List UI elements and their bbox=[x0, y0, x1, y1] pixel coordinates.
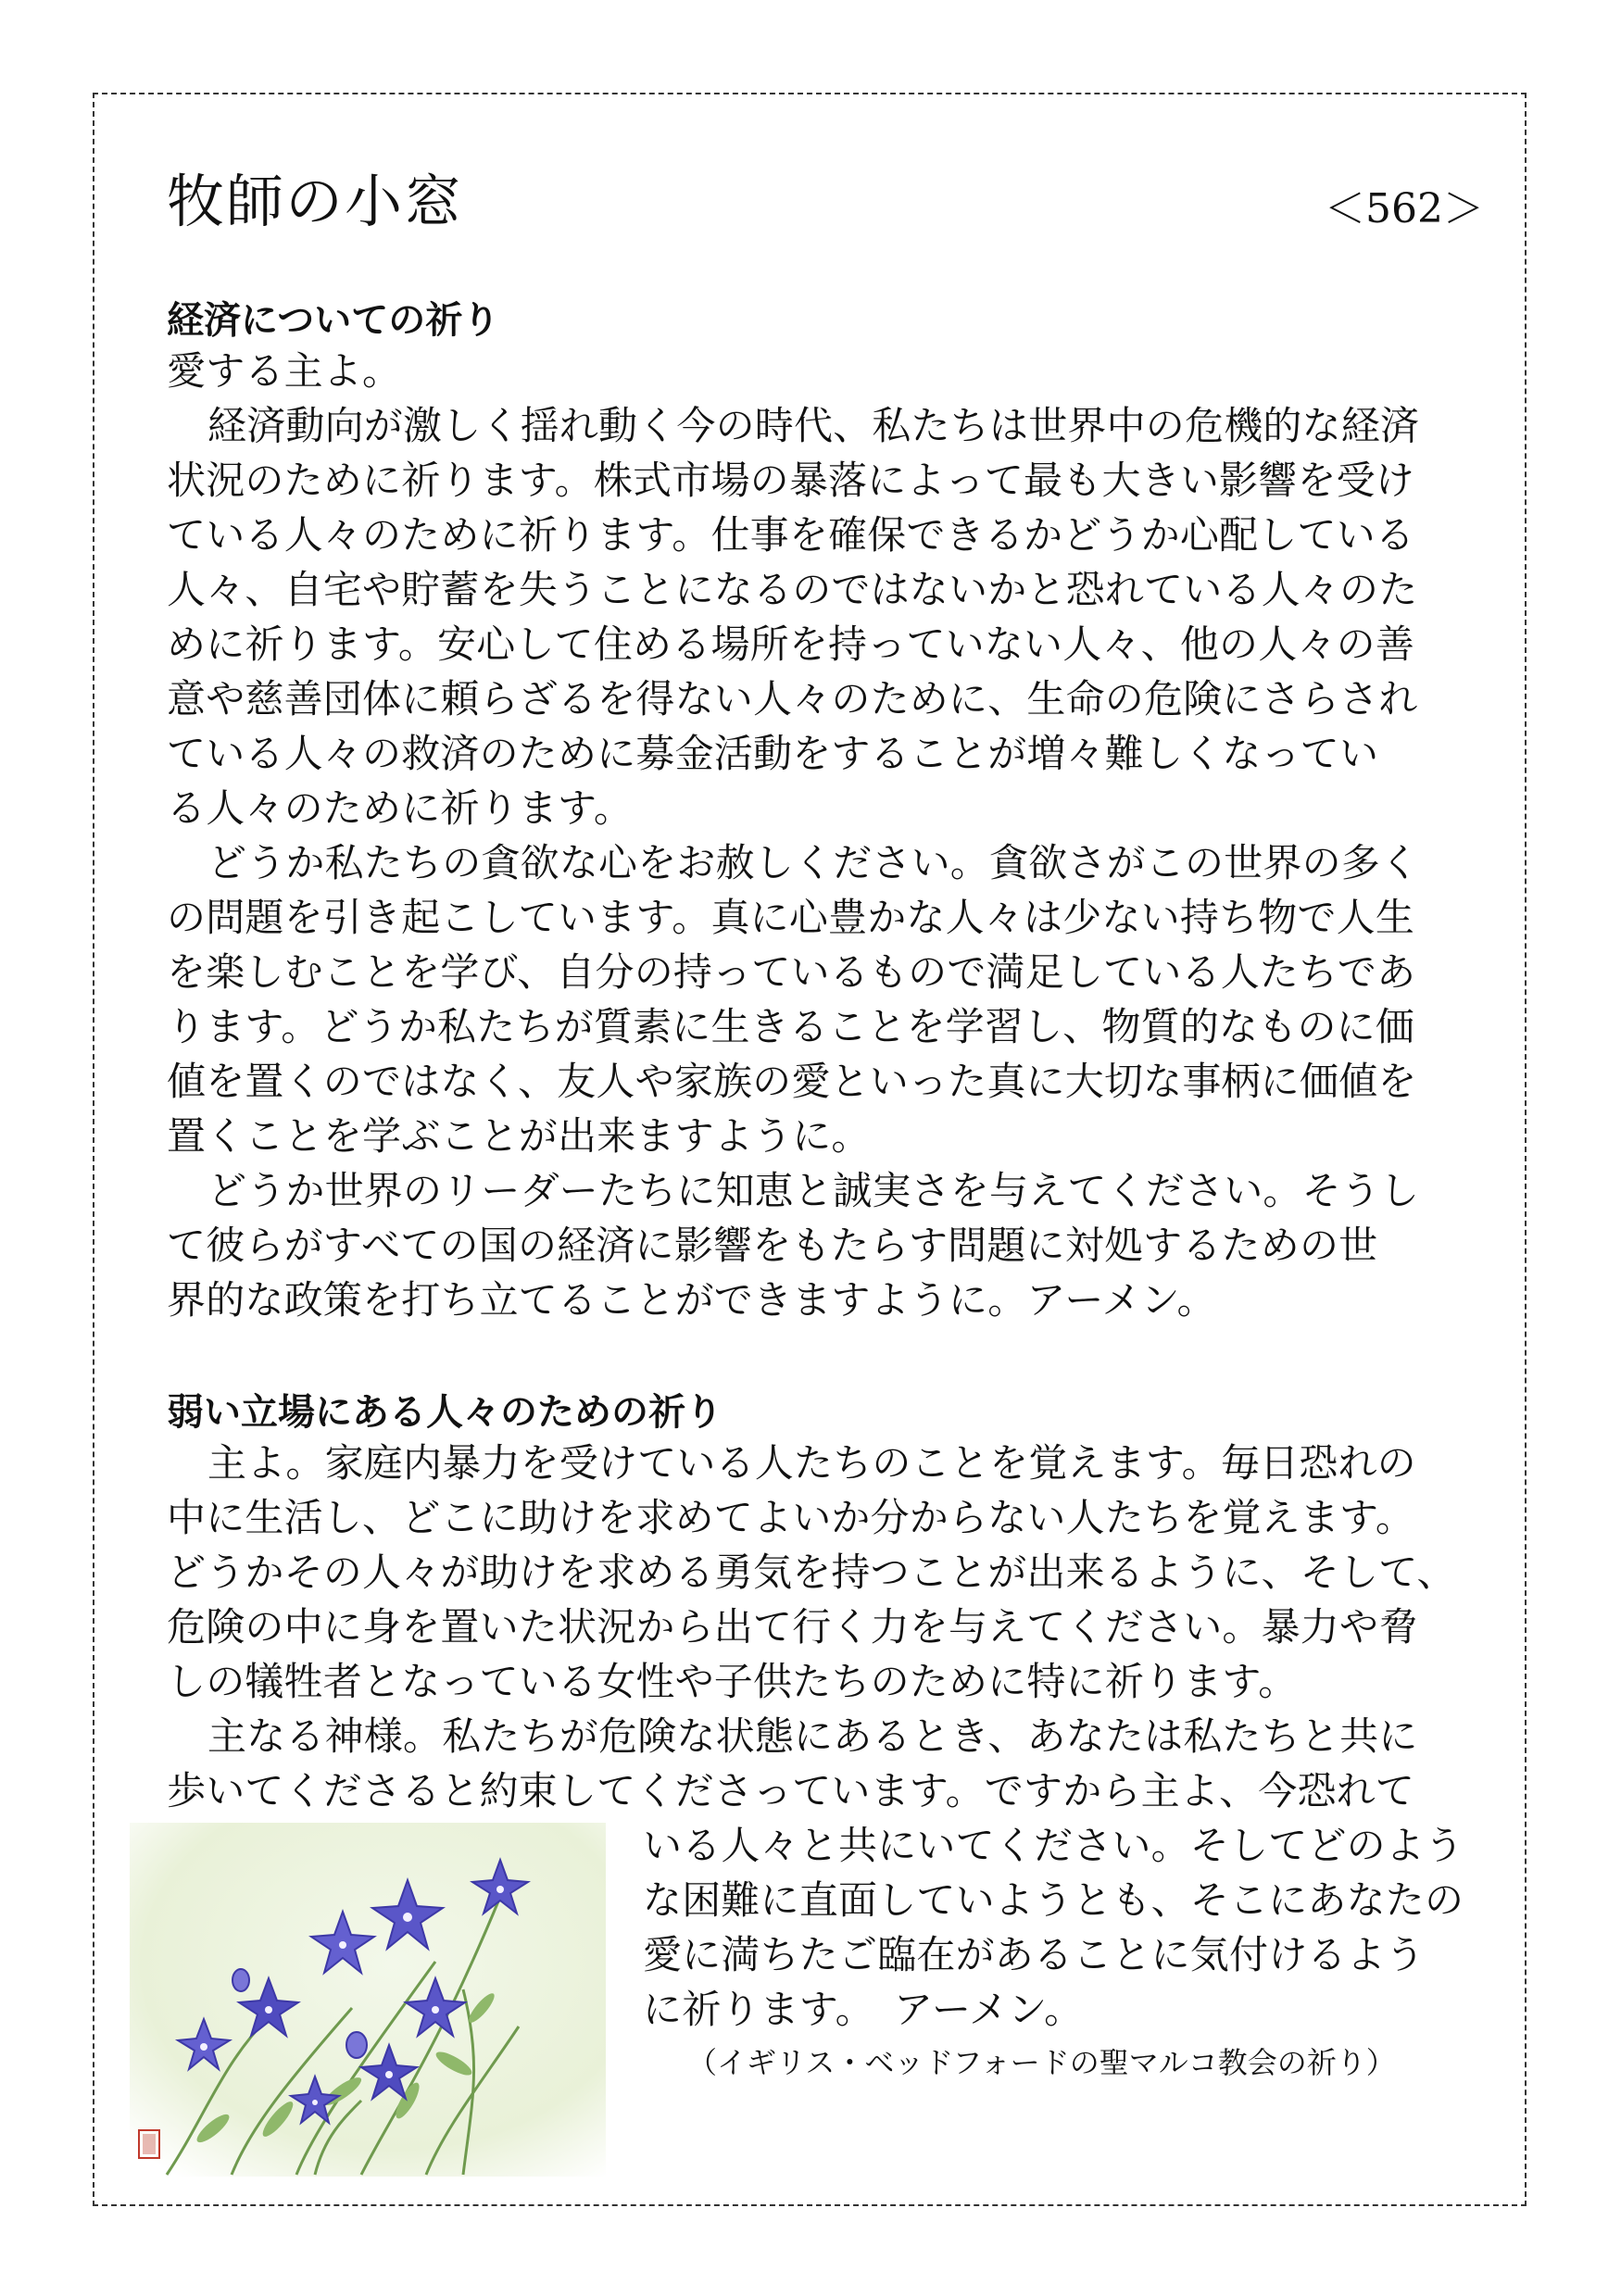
text-line: に祈ります。 アーメン。 bbox=[643, 1987, 1084, 2032]
page-title: 牧師の小窓 bbox=[167, 168, 464, 235]
text-line: 人々、自宅や貯蓄を失うことになるのではないかと恐れている人々のた bbox=[167, 567, 1418, 612]
issue-number: ＜562＞ bbox=[1325, 185, 1484, 232]
text-line: めに祈ります。安心して住める場所を持っていない人々、他の人々の善 bbox=[167, 621, 1415, 667]
text-line: 状況のために祈ります。株式市場の暴落によって最も大きい影響を受け bbox=[167, 458, 1415, 503]
text-line: 主よ。家庭内暴力を受けている人たちのことを覚えます。毎日恐れの bbox=[207, 1440, 1416, 1486]
flower-bud bbox=[232, 1969, 249, 1991]
text-line: 危険の中に身を置いた状況から出て行く力を与えてください。暴力や脅 bbox=[167, 1604, 1418, 1650]
text-line: 意や慈善団体に頼らざるを得ない人々のために、生命の危険にさらされ bbox=[167, 676, 1418, 721]
text-line: いる人々と共にいてください。そしてどのよう bbox=[643, 1823, 1464, 1868]
watercolor-wash bbox=[130, 1823, 606, 2177]
text-line: しの犠牲者となっている女性や子供たちのために特に祈ります。 bbox=[167, 1659, 1298, 1704]
section-heading-economy: 経済についての祈り bbox=[167, 298, 500, 342]
text-line: ります。どうか私たちが質素に生きることを学習し、物質的なものに価 bbox=[167, 1004, 1415, 1049]
text-line: 中に生活し、どこに助けを求めてよいか分からない人たちを覚えます。 bbox=[167, 1495, 1415, 1540]
text-line: 愛する主よ。 bbox=[167, 348, 402, 394]
text-line: 経済動向が激しく揺れ動く今の時代、私たちは世界中の危機的な経済 bbox=[207, 403, 1420, 448]
text-line: て彼らがすべての国の経済に影響をもたらす問題に対処するための世 bbox=[167, 1223, 1378, 1268]
text-line: 主なる神様。私たちが危険な状態にあるとき、あなたは私たちと共に bbox=[207, 1713, 1418, 1759]
text-line: 置くことを学ぶことが出来ますように。 bbox=[167, 1113, 871, 1159]
text-line: ている人々の救済のために募金活動をすることが増々難しくなってい bbox=[167, 731, 1379, 776]
text-line: どうかその人々が助けを求める勇気を持つことが出来るように、そして、 bbox=[167, 1549, 1456, 1595]
artist-seal-fill bbox=[143, 2134, 156, 2154]
text-line: る人々のために祈ります。 bbox=[167, 785, 634, 831]
text-line: の問題を引き起こしています。真に心豊かな人々は少ない持ち物で人生 bbox=[167, 895, 1415, 940]
text-line: ている人々のために祈ります。仕事を確保できるかどうか心配している bbox=[167, 512, 1415, 558]
text-line: 界的な政策を打ち立てることができますように。アーメン。 bbox=[167, 1277, 1216, 1323]
text-line: 歩いてくださると約束してくださっています。ですから主よ、今恐れて bbox=[167, 1768, 1415, 1813]
prayer-credit: （イギリス・ベッドフォードの聖マルコ教会の祈り） bbox=[687, 2045, 1396, 2080]
text-line: 愛に満ちたご臨在があることに気付けるよう bbox=[643, 1932, 1426, 1977]
text-line: を楽しむことを学び、自分の持っているもので満足している人たちであ bbox=[167, 949, 1416, 995]
text-line: どうか私たちの貪欲な心をお赦しください。貪欲さがこの世界の多く bbox=[207, 840, 1420, 885]
flower-bud bbox=[346, 2032, 367, 2058]
bellflower-illustration bbox=[130, 1823, 606, 2177]
text-line: 値を置くのではなく、友人や家族の愛といった真に大切な事柄に価値を bbox=[167, 1059, 1417, 1104]
text-line: どうか世界のリーダーたちに知恵と誠実さを与えてください。そうし bbox=[207, 1168, 1420, 1213]
text-line: な困難に直面していようとも、そこにあなたの bbox=[643, 1877, 1464, 1923]
section-heading-vulnerable: 弱い立場にある人々のための祈り bbox=[167, 1390, 723, 1434]
